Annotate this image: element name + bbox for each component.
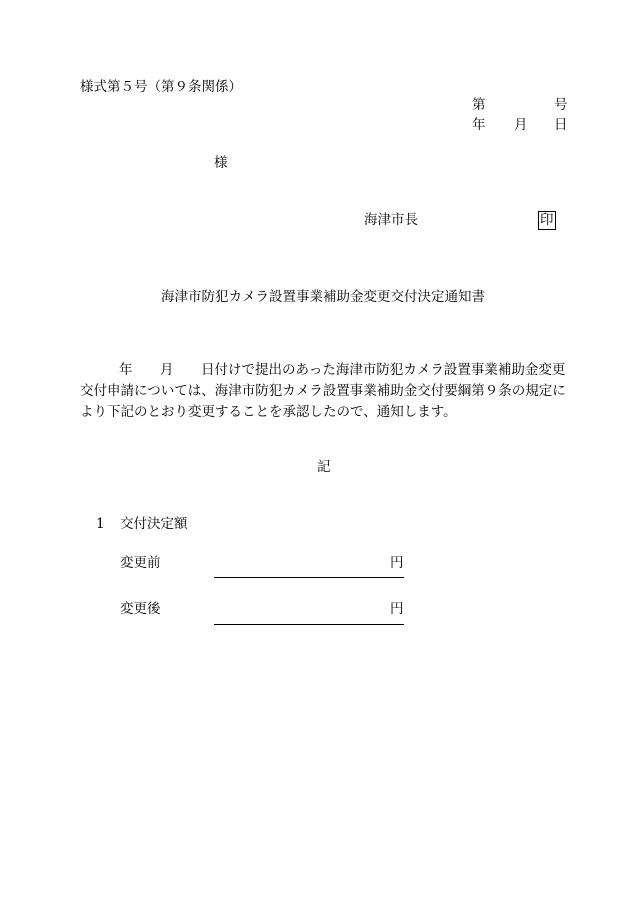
body-year: 年	[119, 362, 133, 378]
section-number: 1	[96, 516, 105, 532]
body-line-1: 日付けで提出のあった海津市防犯カメラ設置事業補助金変更	[201, 362, 566, 378]
seal-label: 印	[540, 212, 554, 228]
issuer-name: 海津市長	[364, 212, 418, 228]
body-line-2: 交付申請については、海津市防犯カメラ設置事業補助金交付要綱第９条の規定に	[80, 383, 566, 399]
after-amount-line	[214, 624, 404, 625]
before-label: 変更前	[120, 555, 161, 571]
ki-marker: 記	[317, 459, 331, 475]
after-label: 変更後	[120, 601, 161, 617]
date-year: 年	[472, 117, 486, 133]
date-day: 日	[554, 117, 568, 133]
doc-number-suffix: 号	[554, 97, 568, 113]
date-month: 月	[514, 117, 528, 133]
body-month: 月	[160, 362, 174, 378]
addressee-honorific: 様	[214, 155, 228, 171]
section-heading: 交付決定額	[120, 516, 188, 532]
before-currency: 円	[390, 555, 404, 571]
before-amount-line	[214, 577, 404, 578]
document-title: 海津市防犯カメラ設置事業補助金変更交付決定通知書	[161, 289, 485, 305]
seal-mark	[538, 211, 556, 230]
body-line-3: より下記のとおり変更することを承認したので、通知します。	[80, 404, 457, 420]
doc-number-prefix: 第	[472, 97, 486, 113]
form-number: 様式第５号（第９条関係）	[80, 79, 242, 95]
after-currency: 円	[390, 601, 404, 617]
